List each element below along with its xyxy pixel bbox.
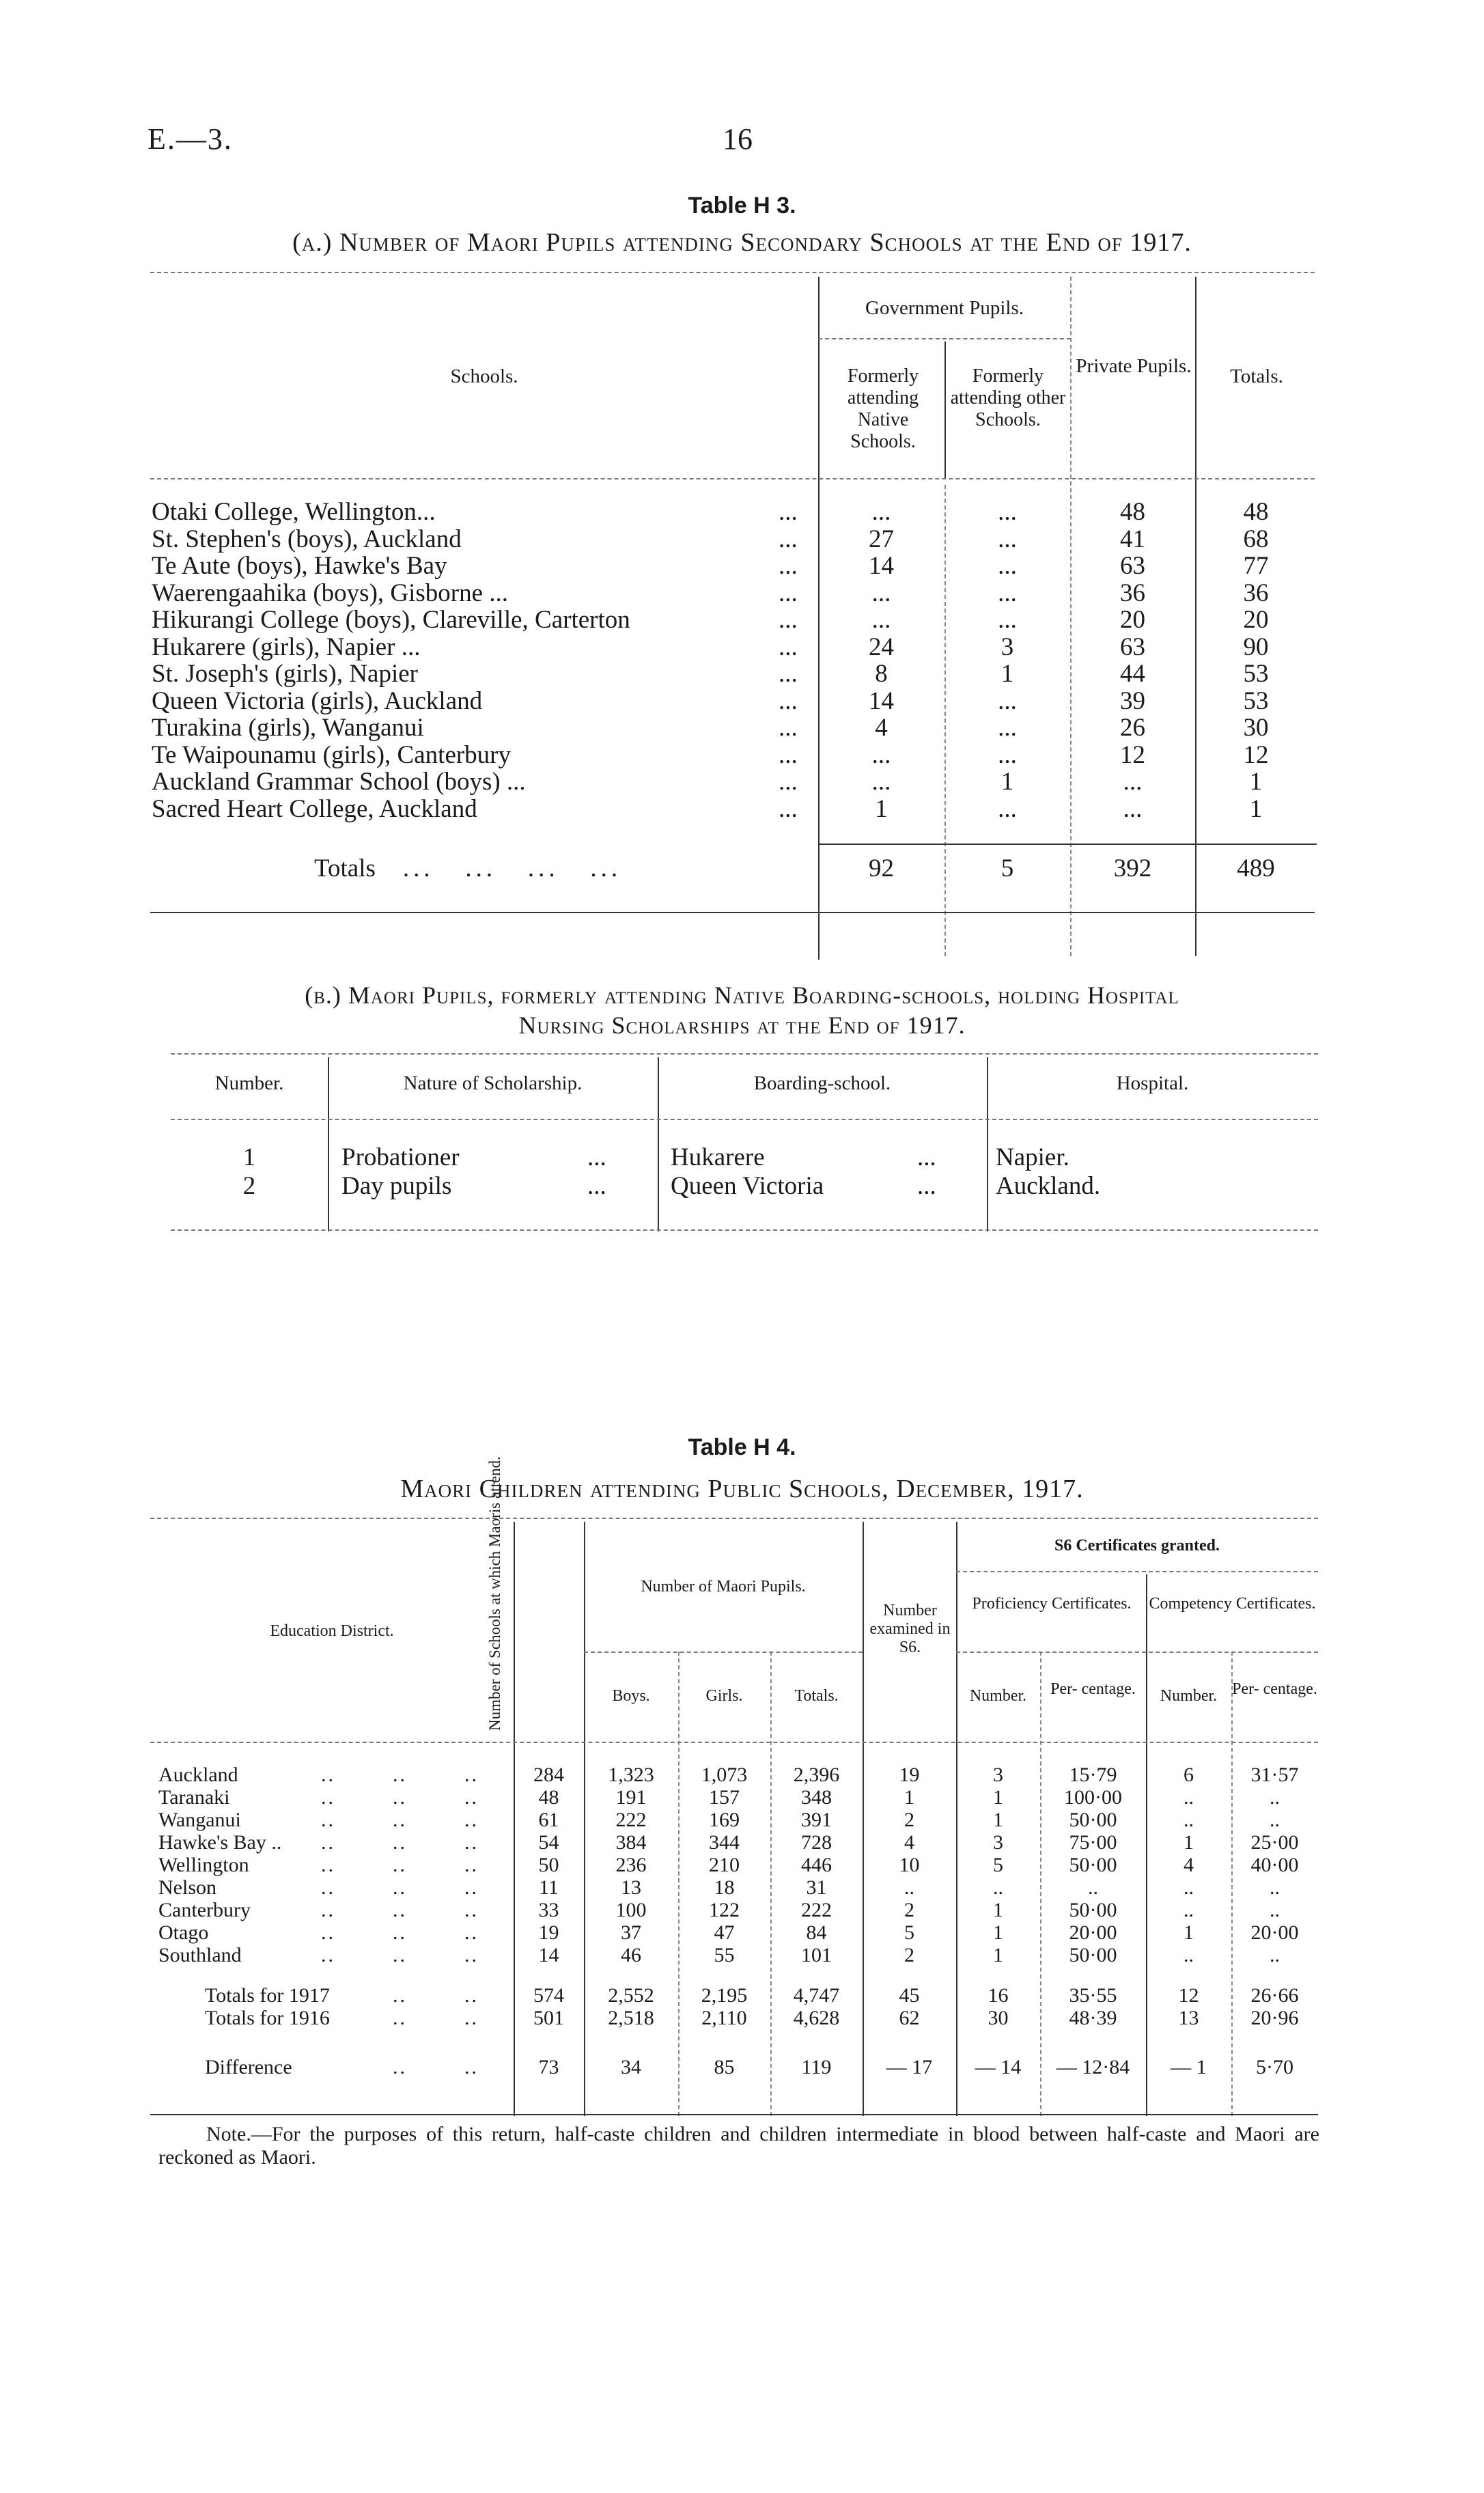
h4-district-name: Nelson	[158, 1876, 216, 1899]
h3-other-cell: ...	[998, 714, 1017, 742]
h4-cell-cn: ..	[1184, 1809, 1194, 1831]
h4-header-totals: Totals.	[794, 1687, 839, 1705]
h3-private-cell: 41	[1120, 525, 1145, 553]
leader-dots: .. .. ..	[321, 1876, 479, 1899]
h4-district-name: Difference	[205, 2056, 292, 2078]
h4-cell-pp: 15·79	[1069, 1764, 1117, 1786]
table-h4-title: Table H 4.	[688, 1434, 796, 1460]
h3-other-cell: ...	[998, 552, 1017, 580]
h4-cell-cp: 5·70	[1256, 2056, 1293, 2078]
hb-nature-cell: Day pupils	[341, 1172, 452, 1200]
h3-total-cell: 30	[1243, 714, 1269, 742]
h3-private-cell: 44	[1120, 660, 1145, 688]
h3-total-cell: 1	[1249, 794, 1263, 823]
leader-dots: ...	[917, 1172, 936, 1200]
h4-cell-pp: 48·39	[1069, 2007, 1117, 2029]
h4-district-name: Totals for 1916	[205, 2007, 330, 2029]
hb-header-number: Number.	[214, 1072, 284, 1094]
h3-total-cell: 53	[1243, 660, 1269, 688]
h4-cell-s: 48	[538, 1786, 559, 1809]
h4-header-prof-number: Number.	[969, 1687, 1027, 1705]
leader-dots: ...	[587, 1143, 606, 1171]
leader-dots: ...	[779, 552, 798, 580]
h4-header-girls: Girls.	[705, 1687, 743, 1705]
h4-header-pupils: Number of Maori Pupils.	[641, 1578, 806, 1596]
leader-dots: ...	[779, 660, 798, 688]
leader-dots: .. .. ..	[321, 1831, 479, 1854]
h4-cell-g: 47	[714, 1921, 735, 1944]
hb-nature-cell: Probationer	[341, 1143, 460, 1171]
h4-cell-pn: 3	[993, 1831, 1003, 1854]
h4-cell-t: 728	[801, 1831, 832, 1854]
h4-cell-e: 10	[899, 1854, 920, 1876]
h3-other-cell: ...	[998, 794, 1017, 823]
h3-school-name: St. Joseph's (girls), Napier	[152, 660, 418, 688]
h4-cell-s: 19	[538, 1921, 559, 1944]
h4-cell-pp: 50·00	[1069, 1809, 1117, 1831]
h4-cell-e: — 17	[886, 2056, 933, 2078]
h3-header-private: Private Pupils.	[1076, 355, 1192, 377]
leader-dots: ...	[779, 579, 798, 607]
h3-total-cell: 20	[1243, 606, 1269, 634]
h4-cell-pn: 30	[988, 2007, 1009, 2029]
h3-totals-private: 392	[1113, 854, 1152, 882]
h3-header-totals: Totals.	[1230, 365, 1283, 387]
h3-private-cell: 48	[1120, 498, 1145, 526]
h4-cell-g: 157	[709, 1786, 740, 1809]
h3-other-cell: 1	[1000, 768, 1014, 796]
h3-total-cell: 12	[1243, 740, 1269, 769]
h3-native-cell: 27	[869, 525, 894, 553]
h4-cell-cp: 20·96	[1250, 2007, 1299, 2029]
h4-cell-g: 169	[709, 1809, 740, 1831]
h4-cell-cn: 6	[1184, 1764, 1194, 1786]
h4-cell-cp: ..	[1270, 1899, 1280, 1921]
h3-other-cell: 3	[1000, 632, 1014, 661]
h4-cell-cp: ..	[1270, 1809, 1280, 1831]
h3-total-cell: 36	[1243, 579, 1269, 607]
h3-school-name: Queen Victoria (girls), Auckland	[152, 686, 483, 715]
leader-dots: .. .. ..	[321, 1764, 479, 1786]
leader-dots: .. ..	[393, 2056, 479, 2078]
leader-dots: .. ..	[393, 1984, 479, 2007]
h4-cell-t: 84	[806, 1921, 827, 1944]
hb-header-hospital: Hospital.	[1116, 1072, 1189, 1094]
h3-school-name: Waerengaahika (boys), Gisborne ...	[152, 579, 509, 607]
h4-cell-pn: — 14	[975, 2056, 1022, 2078]
leader-dots: .. .. ..	[321, 1921, 479, 1944]
h4-cell-g: 55	[714, 1944, 735, 1966]
h4-header-prof-percentage: Per- centage.	[1050, 1680, 1136, 1698]
h4-cell-pp: 35·55	[1069, 1984, 1117, 2007]
h3-private-cell: 63	[1120, 632, 1145, 661]
h4-cell-b: 46	[621, 1944, 641, 1966]
h3-native-cell: ...	[871, 579, 891, 607]
h4-cell-e: 45	[899, 1984, 920, 2007]
h3-native-cell: 24	[869, 632, 894, 661]
h4-cell-pp: 20·00	[1069, 1921, 1117, 1944]
page-code: E.—3.	[148, 122, 233, 156]
h3-total-cell: 48	[1243, 498, 1269, 526]
leader-dots: ...	[779, 498, 798, 526]
h4-cell-cn: 4	[1184, 1854, 1194, 1876]
h4-cell-pp: ..	[1088, 1876, 1098, 1899]
h4-cell-g: 122	[709, 1899, 740, 1921]
leader-dots: .. .. ..	[321, 1854, 479, 1876]
h3-other-cell: 1	[1000, 660, 1014, 688]
hb-number-cell: 1	[242, 1143, 256, 1171]
h3-private-cell: 26	[1120, 714, 1145, 742]
h4-district-name: Taranaki	[158, 1786, 230, 1809]
h3-totals-total: 489	[1237, 854, 1275, 882]
h3-total-cell: 90	[1243, 632, 1269, 661]
h4-cell-t: 4,628	[793, 2007, 840, 2029]
h4-cell-s: 14	[538, 1944, 559, 1966]
h3-school-name: Otaki College, Wellington...	[152, 498, 436, 526]
h4-cell-e: ..	[904, 1876, 914, 1899]
h4-cell-pp: 100·00	[1064, 1786, 1122, 1809]
h4-cell-s: 33	[538, 1899, 559, 1921]
h4-cell-cn: 13	[1178, 2007, 1199, 2029]
h4-district-name: Totals for 1917	[205, 1984, 330, 2007]
h4-cell-s: 11	[539, 1876, 559, 1899]
h3-other-cell: ...	[998, 606, 1017, 634]
h3-native-cell: 8	[875, 660, 888, 688]
h3-totals-native: 92	[869, 854, 894, 882]
h4-header-proficiency: Proficiency Certificates.	[972, 1595, 1132, 1613]
h3-native-cell: ...	[871, 768, 891, 796]
h4-cell-e: 2	[904, 1899, 914, 1921]
h4-cell-pn: 1	[993, 1809, 1003, 1831]
hb-header-boarding: Boarding-school.	[753, 1072, 891, 1094]
leader-dots: ...	[779, 632, 798, 661]
h4-cell-pn: 1	[993, 1899, 1003, 1921]
h3-other-cell: ...	[998, 579, 1017, 607]
h4-cell-pp: 50·00	[1069, 1944, 1117, 1966]
h4-cell-e: 5	[904, 1921, 914, 1944]
leader-dots: ...	[587, 1172, 606, 1200]
h4-cell-g: 2,195	[701, 1984, 748, 2007]
h3-total-cell: 77	[1243, 552, 1269, 580]
h4-cell-pn: 5	[993, 1854, 1003, 1876]
leader-dots: ...	[779, 714, 798, 742]
h4-cell-t: 4,747	[793, 1984, 840, 2007]
h4-cell-s: 50	[538, 1854, 559, 1876]
h3-private-cell: 39	[1120, 686, 1145, 715]
h4-cell-t: 101	[801, 1944, 832, 1966]
hb-boarding-cell: Hukarere	[671, 1143, 765, 1171]
h4-cell-s: 61	[538, 1809, 559, 1831]
h3-private-cell: 12	[1120, 740, 1145, 769]
h4-cell-g: 18	[714, 1876, 735, 1899]
h3-other-cell: ...	[998, 525, 1017, 553]
h4-cell-cp: 31·57	[1250, 1764, 1299, 1786]
h4-cell-t: 222	[801, 1899, 832, 1921]
h4-header-competency: Competency Certificates.	[1149, 1595, 1316, 1613]
h3-header-other: Formerly attending other Schools.	[950, 365, 1066, 430]
h4-cell-pp: — 12·84	[1056, 2056, 1130, 2078]
h4-cell-t: 348	[801, 1786, 832, 1809]
h4-cell-cn: ..	[1184, 1944, 1194, 1966]
h4-cell-pn: 1	[993, 1921, 1003, 1944]
h3-private-cell: ...	[1123, 794, 1143, 823]
table-hb-subtitle-2: Nursing Scholarships at the End of 1917.	[518, 1012, 966, 1039]
h4-cell-cn: — 1	[1171, 2056, 1207, 2078]
h4-cell-s: 574	[533, 1984, 564, 2007]
hb-hospital-cell: Auckland.	[996, 1172, 1101, 1200]
h4-cell-t: 2,396	[793, 1764, 840, 1786]
h4-district-name: Otago	[158, 1921, 209, 1944]
h4-header-comp-number: Number.	[1160, 1687, 1218, 1705]
h3-native-cell: ...	[871, 606, 891, 634]
h4-cell-e: 62	[899, 2007, 920, 2029]
h4-district-name: Wellington	[158, 1854, 249, 1876]
h3-native-cell: 1	[875, 794, 888, 823]
h4-district-name: Canterbury	[158, 1899, 251, 1921]
table-h4-subtitle: Maori Children attending Public Schools, December, 1917.	[400, 1475, 1084, 1503]
h4-cell-cp: ..	[1270, 1786, 1280, 1809]
h3-native-cell: ...	[871, 740, 891, 769]
leader-dots: ...	[779, 606, 798, 634]
h4-cell-cp: 20·00	[1250, 1921, 1299, 1944]
h4-cell-pn: 1	[993, 1786, 1003, 1809]
h3-native-cell: 14	[869, 552, 894, 580]
leader-dots: ...	[779, 525, 798, 553]
h3-school-name: Hikurangi College (boys), Clareville, Carterton	[152, 606, 630, 634]
h4-cell-cp: 40·00	[1250, 1854, 1299, 1876]
h3-private-cell: 36	[1120, 579, 1145, 607]
table-h3-subtitle: (a.) Number of Maori Pupils attending Secondary Schools at the End of 1917.	[292, 228, 1192, 257]
h3-native-cell: ...	[871, 498, 891, 526]
page-number: 16	[723, 122, 753, 156]
h4-district-name: Wanganui	[158, 1809, 241, 1831]
h4-header-examined: Number examined in S6.	[869, 1602, 951, 1656]
h3-total-cell: 53	[1243, 686, 1269, 715]
h3-other-cell: ...	[998, 686, 1017, 715]
h4-cell-pn: 1	[993, 1944, 1003, 1966]
h4-cell-pn: ..	[993, 1876, 1003, 1899]
h3-school-name: Auckland Grammar School (boys) ...	[152, 768, 526, 796]
h4-header-certificates: S6 Certificates granted.	[1054, 1537, 1220, 1555]
h4-cell-pp: 50·00	[1069, 1854, 1117, 1876]
h4-cell-cn: ..	[1184, 1899, 1194, 1921]
h3-header-government: Government Pupils.	[865, 297, 1024, 319]
h3-native-cell: 4	[875, 714, 888, 742]
h4-cell-cn: ..	[1184, 1876, 1194, 1899]
leader-dots: .. ..	[393, 2007, 479, 2029]
h4-cell-b: 2,552	[608, 1984, 654, 2007]
h4-header-schools: Number of Schools at which Maoris attend.	[486, 1456, 503, 1731]
h4-cell-s: 54	[538, 1831, 559, 1854]
hb-hospital-cell: Napier.	[996, 1143, 1069, 1171]
h3-header-schools: Schools.	[450, 365, 518, 387]
h3-totals-other: 5	[1000, 854, 1014, 882]
h4-cell-b: 236	[615, 1854, 647, 1876]
h4-cell-t: 391	[801, 1809, 832, 1831]
leader-dots: .. .. ..	[321, 1809, 479, 1831]
leader-dots: ...	[779, 740, 798, 769]
h4-district-name: Southland	[158, 1944, 242, 1966]
h4-cell-cp: 26·66	[1250, 1984, 1299, 2007]
h3-school-name: Sacred Heart College, Auckland	[152, 794, 477, 823]
h4-cell-b: 34	[621, 2056, 641, 2078]
h4-district-name: Hawke's Bay ..	[158, 1831, 282, 1854]
h3-total-cell: 1	[1249, 768, 1263, 796]
h4-cell-s: 501	[533, 2007, 564, 2029]
h4-cell-g: 85	[714, 2056, 735, 2078]
h4-cell-s: 284	[533, 1764, 564, 1786]
h4-cell-cn: ..	[1184, 1786, 1194, 1809]
h3-school-name: Hukarere (girls), Napier ...	[152, 632, 421, 661]
h4-cell-e: 2	[904, 1809, 914, 1831]
h3-other-cell: ...	[998, 498, 1017, 526]
h4-cell-b: 191	[615, 1786, 647, 1809]
h4-cell-cp: ..	[1270, 1944, 1280, 1966]
leader-dots: .. .. ..	[321, 1899, 479, 1921]
h4-cell-cn: 1	[1184, 1831, 1194, 1854]
h4-cell-t: 31	[806, 1876, 827, 1899]
h4-cell-g: 210	[709, 1854, 740, 1876]
h4-cell-g: 344	[709, 1831, 740, 1854]
leader-dots: ...	[779, 686, 798, 715]
h3-other-cell: ...	[998, 740, 1017, 769]
leader-dots: ...	[779, 768, 798, 796]
h3-school-name: Te Aute (boys), Hawke's Bay	[152, 552, 447, 580]
h4-cell-b: 222	[615, 1809, 647, 1831]
h3-total-cell: 68	[1243, 525, 1269, 553]
h4-cell-pn: 16	[988, 1984, 1009, 2007]
h4-cell-b: 384	[615, 1831, 647, 1854]
h3-private-cell: ...	[1123, 768, 1143, 796]
h4-cell-g: 2,110	[701, 2007, 747, 2029]
h4-district-name: Auckland	[158, 1764, 238, 1786]
h4-cell-b: 13	[621, 1876, 641, 1899]
h4-header-district: Education District.	[270, 1622, 394, 1640]
h4-cell-b: 2,518	[608, 2007, 654, 2029]
hb-header-nature: Nature of Scholarship.	[403, 1072, 583, 1094]
hb-boarding-cell: Queen Victoria	[671, 1172, 824, 1200]
h3-native-cell: 14	[869, 686, 894, 715]
h4-cell-t: 446	[801, 1854, 832, 1876]
h4-note: Note.—For the purposes of this return, half-caste children and children intermediate in blood between half-caste and Maori are reckoned as Maori.	[158, 2123, 1319, 2169]
h4-cell-e: 19	[899, 1764, 920, 1786]
h4-cell-e: 2	[904, 1944, 914, 1966]
h4-cell-cn: 12	[1178, 1984, 1199, 2007]
h4-cell-b: 37	[621, 1921, 641, 1944]
h4-cell-e: 4	[904, 1831, 914, 1854]
leader-dots: ...	[917, 1143, 936, 1171]
h4-cell-cp: ..	[1270, 1876, 1280, 1899]
h3-school-name: St. Stephen's (boys), Auckland	[152, 525, 462, 553]
leader-dots: .. .. ..	[321, 1944, 479, 1966]
h4-cell-pp: 50·00	[1069, 1899, 1117, 1921]
h3-totals-label: Totals ... ... ... ...	[314, 854, 622, 882]
h4-cell-pp: 75·00	[1069, 1831, 1117, 1854]
h3-school-name: Te Waipounamu (girls), Canterbury	[152, 740, 512, 769]
h4-header-comp-percentage: Per- centage.	[1232, 1680, 1317, 1698]
h4-cell-s: 73	[538, 2056, 559, 2078]
h4-header-boys: Boys.	[612, 1687, 650, 1705]
h4-cell-b: 1,323	[608, 1764, 654, 1786]
table-h3-title: Table H 3.	[688, 193, 796, 219]
leader-dots: ...	[779, 794, 798, 823]
hb-number-cell: 2	[242, 1172, 256, 1200]
h3-school-name: Turakina (girls), Wanganui	[152, 714, 424, 742]
h4-cell-e: 1	[904, 1786, 914, 1809]
h4-cell-pn: 3	[993, 1764, 1003, 1786]
h4-cell-t: 119	[801, 2056, 832, 2078]
h4-cell-cp: 25·00	[1250, 1831, 1299, 1854]
table-hb-subtitle-1: (b.) Maori Pupils, formerly attending Native Boarding-schools, holding Hospital	[305, 981, 1179, 1009]
h4-cell-b: 100	[615, 1899, 647, 1921]
h4-cell-cn: 1	[1184, 1921, 1194, 1944]
h4-cell-g: 1,073	[701, 1764, 748, 1786]
h3-private-cell: 63	[1120, 552, 1145, 580]
leader-dots: .. .. ..	[321, 1786, 479, 1809]
h3-private-cell: 20	[1120, 606, 1145, 634]
h3-header-native: Formerly attending Native Schools.	[847, 365, 919, 452]
